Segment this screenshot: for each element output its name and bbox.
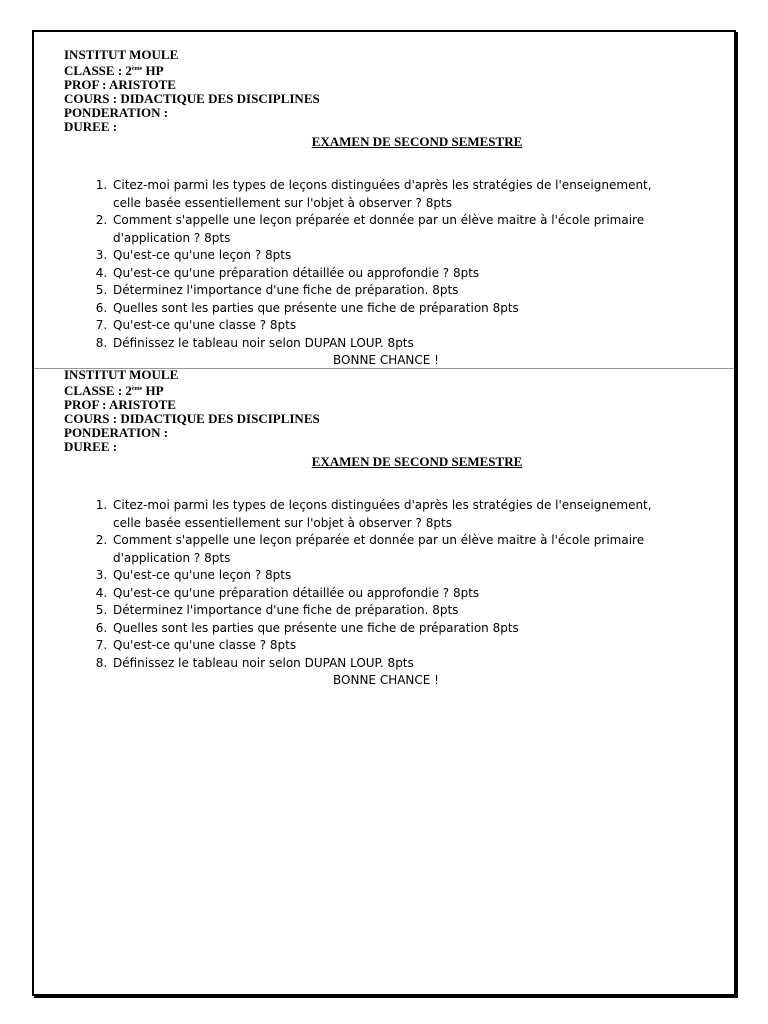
question-item: 3. Qu'est-ce qu'une leçon ? 8pts — [111, 567, 667, 585]
question-item: 1. Citez-moi parmi les types de leçons distinguées d'après les stratégies de l'enseignement, celle basée essentiellement sur l'objet à observer ? 8pts — [111, 177, 667, 212]
question-item: 5. Déterminez l'importance d'une fiche de préparation. 8pts — [111, 602, 667, 620]
class-line: CLASSE : 2ème HP — [64, 63, 164, 78]
ponderation-line: PONDERATION : — [64, 105, 169, 120]
question-item: 6. Quelles sont les parties que présente une fiche de préparation 8pts — [111, 620, 667, 638]
question-item: 8. Définissez le tableau noir selon DUPAN LOUP. 8pts — [111, 655, 667, 673]
question-item: 2. Comment s'appelle une leçon préparée et donnée par un élève maitre à l'école primaire d'application ? 8pts — [111, 212, 667, 247]
question-item: 1. Citez-moi parmi les types de leçons distinguées d'après les stratégies de l'enseignement, celle basée essentiellement sur l'objet à observer ? 8pts — [111, 497, 667, 532]
question-item: 3. Qu'est-ce qu'une leçon ? 8pts — [111, 247, 667, 265]
exam-copy-2 — [34, 368, 734, 688]
page-frame — [32, 30, 736, 996]
prof-line: PROF : ARISTOTE — [64, 397, 176, 412]
question-item: 8. Définissez le tableau noir selon DUPAN LOUP. 8pts — [111, 335, 667, 353]
exam-title: EXAMEN DE SECOND SEMESTRE — [311, 134, 523, 149]
closing-wish: BONNE CHANCE ! — [333, 353, 439, 367]
institute-name: INSTITUT MOULE — [64, 367, 179, 382]
question-list — [34, 497, 667, 672]
question-item: 4. Qu'est-ce qu'une préparation détaillée ou approfondie ? 8pts — [111, 585, 667, 603]
institute-name: INSTITUT MOULE — [64, 47, 179, 62]
course-line: COURS : DIDACTIQUE DES DISCIPLINES — [64, 91, 320, 106]
exam-copy-1 — [34, 48, 734, 368]
question-item: 5. Déterminez l'importance d'une fiche de préparation. 8pts — [111, 282, 667, 300]
prof-line: PROF : ARISTOTE — [64, 77, 176, 92]
exam-title: EXAMEN DE SECOND SEMESTRE — [311, 454, 523, 469]
question-item: 4. Qu'est-ce qu'une préparation détaillée ou approfondie ? 8pts — [111, 265, 667, 283]
ponderation-line: PONDERATION : — [64, 425, 169, 440]
question-item: 7. Qu'est-ce qu'une classe ? 8pts — [111, 317, 667, 335]
question-item: 6. Quelles sont les parties que présente une fiche de préparation 8pts — [111, 300, 667, 318]
question-item: 2. Comment s'appelle une leçon préparée et donnée par un élève maitre à l'école primaire d'application ? 8pts — [111, 532, 667, 567]
class-line: CLASSE : 2ème HP — [64, 383, 164, 398]
question-list — [34, 177, 667, 352]
exam-header — [64, 48, 734, 134]
exam-header — [64, 368, 734, 454]
duration-line: DUREE : — [64, 439, 118, 454]
course-line: COURS : DIDACTIQUE DES DISCIPLINES — [64, 411, 320, 426]
question-item: 7. Qu'est-ce qu'une classe ? 8pts — [111, 637, 667, 655]
duration-line: DUREE : — [64, 119, 118, 134]
closing-wish: BONNE CHANCE ! — [333, 673, 439, 687]
